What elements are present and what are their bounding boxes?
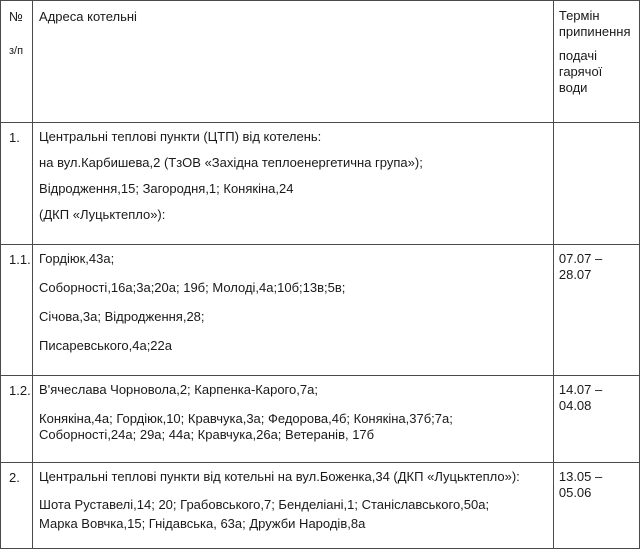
header-number-cell [1,1,33,123]
address-line: (ДКП «Луцьктепло»): [39,207,166,222]
address-line: Відродження,15; Загородня,1; Конякіна,24 [39,181,294,196]
address-line: Соборності,24а; 29а; 44а; Кравчука,26а; Ветеранів, 17б [39,427,375,442]
term-end: 28.07 [558,267,592,282]
address-line: В'ячеслава Чорновола,2; Карпенка-Карого,7а; [39,382,318,397]
header-address-cell [33,1,554,123]
header-number-abbr: з/п [9,45,24,57]
header-term-line-1: Термін [558,8,600,23]
table-row [1,376,640,463]
row-term-cell [553,376,639,463]
address-line: Конякіна,4а; Гордіюк,10; Кравчука,3а; Федорова,4б; Конякіна,37б;7а; [39,411,453,426]
header-term-line-2: припинення [558,24,631,39]
table-row [1,123,640,245]
row-term-cell [553,245,639,376]
header-term-line-5: води [558,80,588,95]
term-start: 14.07 – [558,382,603,397]
term-end: 04.08 [558,398,592,413]
header-term-cell [553,1,639,123]
address-line: Шота Руставелі,14; 20; Грабовського,7; Бенделіані,1; Станіславського,50а; [39,497,490,512]
address-line: Гордіюк,43а; [39,251,115,266]
row-number-cell [1,123,33,245]
row-address-cell [33,123,554,245]
row-number-cell [1,463,33,549]
row-number-cell [1,376,33,463]
row-number-cell [1,245,33,376]
address-line: Центральні теплові пункти від котельні на вул.Боженка,34 (ДКП «Луцьктепло»): [39,469,520,484]
table-row [1,245,640,376]
row-address-cell [33,463,554,549]
header-term-line-4: гарячої [558,64,603,79]
term-start: 13.05 – [558,469,603,484]
row-term-cell [553,463,639,549]
row-number: 1. [9,130,20,145]
address-line: на вул.Карбишева,2 (ТзОВ «Західна теплоенергетична група»); [39,155,423,170]
header-number-symbol: № [9,9,23,24]
address-line: Центральні теплові пункти (ЦТП) від котелень: [39,129,322,144]
address-line: Січова,3а; Відродження,28; [39,309,205,324]
address-line: Соборності,16а;3а;20а; 19б; Молоді,4а;10б;13в;5в; [39,280,346,295]
row-number: 1.1. [9,252,31,267]
row-address-cell [33,376,554,463]
term-end: 05.06 [558,485,592,500]
header-term-line-3: подачі [558,48,598,63]
table-header-row [1,1,640,123]
row-number: 1.2. [9,383,31,398]
address-line: Марка Вовчка,15; Гнідавська, 63а; Дружби Народів,8а [39,516,366,531]
table-row [1,463,640,549]
row-address-cell [33,245,554,376]
header-address-label: Адреса котельні [39,9,137,24]
term-start: 07.07 – [558,251,603,266]
row-number: 2. [9,470,20,485]
row-term-cell [553,123,639,245]
address-line: Писаревського,4а;22а [39,338,172,353]
